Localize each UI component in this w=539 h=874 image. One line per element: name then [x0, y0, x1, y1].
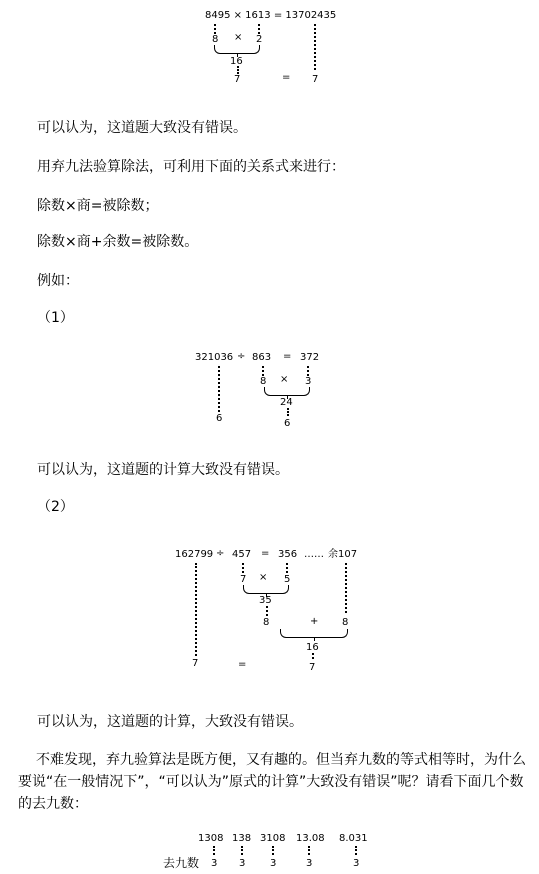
product: 24 [280, 397, 293, 408]
dotted-line [214, 24, 218, 34]
digit-a: 7 [240, 574, 247, 585]
equation: 8495 × 1613 = 13702435 [205, 10, 337, 21]
result-left: 7 [192, 658, 199, 669]
brace [243, 585, 289, 594]
dotted-line [312, 653, 316, 659]
paragraph: 用弃九法验算除法，可利用下面的关系式来进行： [37, 159, 345, 175]
brace [280, 629, 348, 638]
value-cell: 3 [270, 858, 277, 869]
brace [214, 45, 260, 54]
value-cell: 3 [211, 858, 218, 869]
dotted-line [308, 846, 312, 855]
mid-right: 8 [342, 617, 349, 628]
result-right: 7 [312, 74, 319, 85]
dividend: 162799 [175, 549, 214, 560]
example-label: （2） [37, 499, 74, 515]
dotted-line [195, 563, 199, 656]
result-left: 7 [234, 74, 241, 85]
value-cell: 3 [306, 858, 313, 869]
dotted-line [241, 846, 245, 855]
dotted-line [287, 408, 291, 416]
dotted-line [286, 563, 290, 573]
result-right: 6 [284, 418, 291, 429]
dotted-line [266, 606, 270, 616]
digit-b: 3 [305, 376, 312, 387]
value-cell: 3 [353, 858, 360, 869]
dotted-line [237, 66, 241, 74]
example-label: （1） [37, 310, 74, 326]
dotted-line [307, 366, 311, 376]
number-cell: 8.031 [339, 833, 368, 844]
div-sign: ÷ [237, 351, 246, 362]
number-cell: 138 [232, 833, 252, 844]
times-sign: × [280, 374, 289, 385]
paragraph: 可以认为，这道题的计算，大致没有错误。 [37, 714, 303, 730]
dotted-line [242, 563, 246, 573]
times-sign: × [234, 32, 243, 43]
digit-a: 8 [212, 34, 219, 45]
row-label: 去九数 [163, 856, 200, 870]
dotted-line [258, 24, 262, 34]
dotted-line [314, 24, 318, 70]
times-sign: × [259, 572, 268, 583]
dotted-line [355, 846, 359, 855]
quotient: 372 [300, 352, 320, 363]
dividend: 321036 [195, 352, 234, 363]
remainder: 余107 [328, 549, 358, 560]
quotient: 356 [278, 549, 298, 560]
paragraph: 例如： [37, 273, 79, 289]
divisor: 457 [232, 549, 252, 560]
brace [264, 387, 310, 396]
paragraph: 可以认为，这道题大致没有错误。 [37, 120, 247, 136]
paragraph: 不难发现，弃九验算法是既方便，又有趣的。但当弃九数的等式相等时，为什么要说“在一般情况下”，“可以认为”原式的计算”大致没有错误”呢？请看下面几个数的去九数： [18, 752, 526, 812]
digit-b: 2 [256, 34, 263, 45]
dotted-line [213, 846, 217, 855]
equals-sign: = [238, 659, 247, 670]
divisor: 863 [252, 352, 272, 363]
mid-left: 8 [263, 617, 270, 628]
ellipsis: …… [304, 549, 324, 560]
digit-a: 8 [260, 376, 267, 387]
dotted-line [262, 366, 266, 376]
paragraph: 除数×商+余数=被除数。 [37, 234, 199, 250]
plus-sign: + [310, 616, 319, 627]
equals-sign: = [283, 351, 292, 362]
paragraph: 除数×商=被除数； [37, 198, 159, 214]
value-cell: 3 [239, 858, 246, 869]
equals-sign: = [282, 72, 291, 83]
result-right: 7 [309, 662, 316, 673]
number-cell: 13.08 [296, 833, 325, 844]
product: 16 [230, 56, 243, 67]
div-sign: ÷ [216, 548, 225, 559]
result-left: 6 [216, 413, 223, 424]
paragraph: 可以认为，这道题的计算大致没有错误。 [37, 462, 289, 478]
equals-sign: = [261, 548, 270, 559]
sum: 16 [306, 642, 319, 653]
dotted-line [345, 563, 349, 613]
dotted-line [218, 366, 222, 412]
number-cell: 3108 [260, 833, 286, 844]
dotted-line [272, 846, 276, 855]
digit-b: 5 [284, 574, 291, 585]
number-cell: 1308 [198, 833, 224, 844]
product: 35 [259, 595, 272, 606]
